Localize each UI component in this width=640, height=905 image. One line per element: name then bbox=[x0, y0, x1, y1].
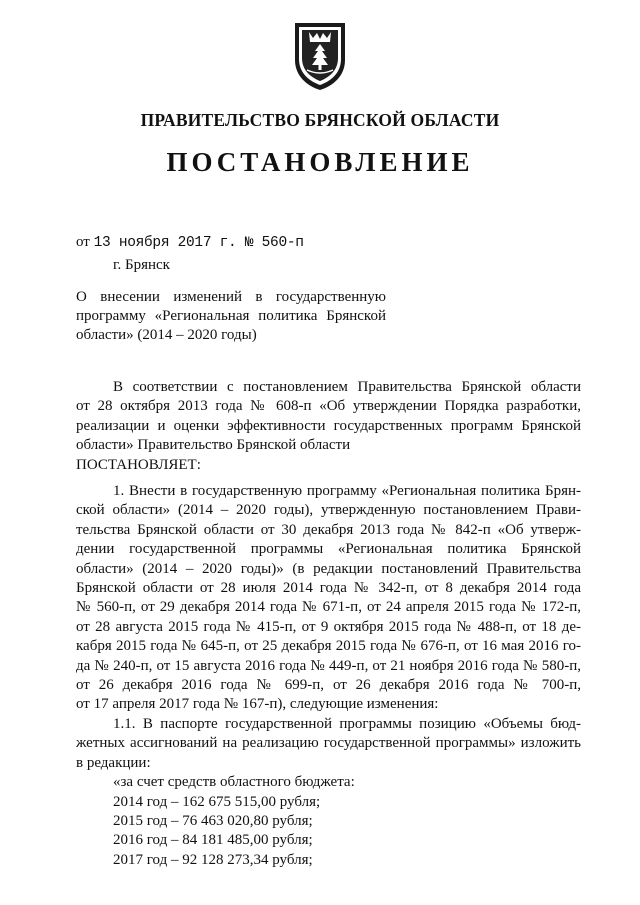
body-line: ПОСТАНОВЛЯЕТ: bbox=[76, 456, 201, 473]
document-subject bbox=[76, 288, 386, 345]
body-line: области» Правительство Брянской области bbox=[76, 437, 351, 454]
subject-line: О внесении изменений в государственную bbox=[76, 289, 386, 305]
document-type-title: ПОСТАНОВЛЕНИЕ bbox=[166, 147, 474, 177]
document-date-line bbox=[76, 234, 304, 251]
body-line: 2014 год – 162 675 515,00 рубля; bbox=[113, 793, 321, 810]
body-line: ской области» (2014 – 2020 годы), утвержденную постановлением Прави- bbox=[76, 502, 581, 519]
body-line: да № 240-п, от 15 августа 2016 года № 449-п, от 21 ноября 2016 года № 580-п, bbox=[76, 657, 581, 674]
body-line: от 28 августа 2015 года № 415-п, от 9 октября 2015 года № 488-п, от 18 де- bbox=[76, 618, 581, 635]
subject-line: программу «Региональная политика Брянской bbox=[76, 308, 386, 324]
body-line: 2017 год – 92 128 273,34 рубля; bbox=[113, 851, 313, 868]
body-line: от 17 апреля 2017 года № 167-п), следующие изменения: bbox=[76, 696, 439, 713]
city: г. Брянск bbox=[113, 257, 170, 273]
body-line: в редакции: bbox=[76, 754, 151, 771]
body-line: № 560-п, от 29 декабря 2014 года № 671-п, от 24 апреля 2015 года № 172-п, bbox=[76, 599, 581, 616]
body-line: от 26 декабря 2016 года № 699-п, от 26 декабря 2016 года № 700-п, bbox=[76, 677, 581, 694]
body-line: 1.1. В паспорте государственной программы позицию «Объемы бюд- bbox=[113, 715, 581, 732]
item-1 bbox=[76, 482, 581, 870]
body-line: области» (2014 – 2020 годы)» (в редакции постановлений Правительства bbox=[76, 560, 581, 577]
body-line: тельства Брянской области от 30 декабря 2013 года № 842-п «Об утверж- bbox=[76, 521, 581, 538]
government-title: ПРАВИТЕЛЬСТВО БРЯНСКОЙ ОБЛАСТИ bbox=[140, 110, 500, 130]
body-line: В соответствии с постановлением Правительства Брянской области bbox=[113, 379, 581, 395]
body-line: 2016 год – 84 181 485,00 рубля; bbox=[113, 832, 313, 849]
preamble bbox=[76, 378, 581, 475]
body-line: реализации и оценки эффективности государственных программ Брянской bbox=[76, 417, 581, 434]
body-line: дении государственной программы «Региональная политика Брянской bbox=[76, 541, 581, 558]
date-prefix: от bbox=[76, 234, 90, 250]
body-line: 2015 год – 76 463 020,80 рубля; bbox=[113, 812, 313, 829]
body-line: от 28 октября 2013 года № 608-п «Об утверждении Порядка разработки, bbox=[76, 398, 581, 415]
date-number: 13 ноября 2017 г. № 560-п bbox=[93, 235, 304, 251]
coat-of-arms-icon bbox=[291, 20, 349, 92]
subject-line: области» (2014 – 2020 годы) bbox=[76, 327, 257, 343]
body-line: «за счет средств областного бюджета: bbox=[113, 774, 355, 791]
body-line: жетных ассигнований на реализацию государственной программы» изложить bbox=[76, 735, 581, 752]
body-line: 1. Внести в государственную программу «Региональная политика Брян- bbox=[113, 483, 581, 499]
body-line: кабря 2015 года № 645-п, от 25 декабря 2015 года № 676-п, от 16 мая 2016 го- bbox=[76, 638, 581, 655]
body-line: Брянской области от 28 июля 2014 года № 342-п, от 8 декабря 2014 года bbox=[76, 580, 581, 597]
